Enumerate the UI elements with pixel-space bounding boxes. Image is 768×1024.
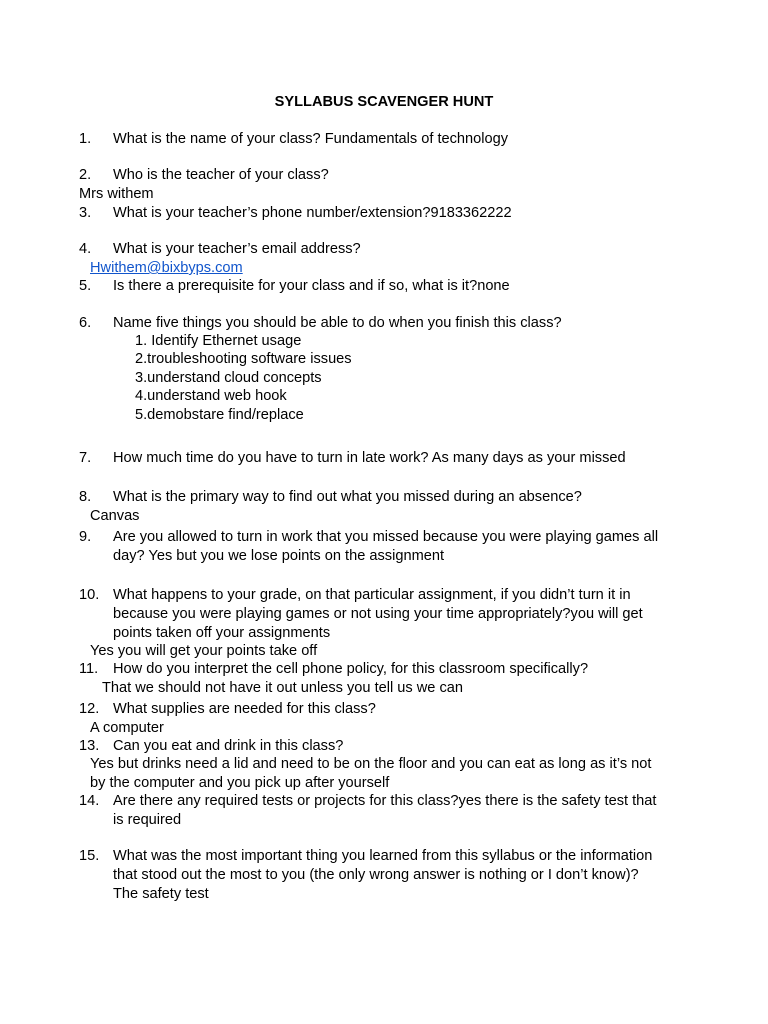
question-number: 8. xyxy=(79,489,92,505)
question-text: What happens to your grade, on that particular assignment, if you didn’t turn it in xyxy=(113,587,631,603)
answer-text: Yes but drinks need a lid and need to be on the floor and you can eat as long as it’s not xyxy=(90,756,652,772)
question-text: Can you eat and drink in this class? xyxy=(113,738,344,754)
answer-list-item: 5.demobstare find/replace xyxy=(135,407,304,423)
answer-text: Mrs withem xyxy=(79,186,154,202)
answer-text: That we should not have it out unless you tell us we can xyxy=(102,680,464,696)
answer-text: Yes you will get your points take off xyxy=(90,643,318,659)
answer-text: by the computer and you pick up after yourself xyxy=(90,775,390,791)
question-text: What is the primary way to find out what you missed during an absence? xyxy=(113,489,582,505)
question-number: 12. xyxy=(79,701,100,717)
question-text: Who is the teacher of your class? xyxy=(113,167,329,183)
question-text: because you were playing games or not using your time appropriately?you will get xyxy=(113,606,643,622)
answer-text: The safety test xyxy=(113,886,209,902)
answer-list-item: 4.understand web hook xyxy=(135,388,287,404)
answer-text: Canvas xyxy=(90,508,140,524)
question-text: What is the name of your class? Fundamentals of technology xyxy=(113,131,509,147)
question-text: What is your teacher’s phone number/extension?9183362222 xyxy=(113,205,512,221)
question-text: is required xyxy=(113,812,182,828)
question-number: 13. xyxy=(79,738,100,754)
answer-list-item: 1. Identify Ethernet usage xyxy=(135,333,302,349)
answer-list-item: 3.understand cloud concepts xyxy=(135,370,322,386)
question-number: 10. xyxy=(79,587,100,603)
question-text: points taken off your assignments xyxy=(113,625,331,641)
question-number: 15. xyxy=(79,848,100,864)
answer-list-item: 2.troubleshooting software issues xyxy=(135,351,352,367)
answer-text: A computer xyxy=(90,720,164,736)
email-link[interactable]: Hwithem@bixbyps.com xyxy=(90,260,243,276)
question-number: 11. xyxy=(79,661,99,677)
question-number: 14. xyxy=(79,793,100,809)
question-text: What supplies are needed for this class? xyxy=(113,701,376,717)
question-text: How do you interpret the cell phone policy, for this classroom specifically? xyxy=(113,661,589,677)
question-number: 7. xyxy=(79,450,92,466)
question-text: that stood out the most to you (the only wrong answer is nothing or I don’t know)? xyxy=(113,867,639,883)
question-text: Name five things you should be able to do when you finish this class? xyxy=(113,315,562,331)
question-text: Is there a prerequisite for your class and if so, what is it?none xyxy=(113,278,510,294)
question-number: 6. xyxy=(79,315,92,331)
question-number: 5. xyxy=(79,278,92,294)
question-text: What is your teacher’s email address? xyxy=(113,241,361,257)
question-number: 3. xyxy=(79,205,92,221)
question-number: 2. xyxy=(79,167,92,183)
question-text: day? Yes but you we lose points on the assignment xyxy=(113,548,445,564)
question-number: 1. xyxy=(79,131,92,147)
question-text: Are you allowed to turn in work that you missed because you were playing games all xyxy=(113,529,659,545)
question-number: 9. xyxy=(79,529,92,545)
question-text: Are there any required tests or projects for this class?yes there is the safety test that xyxy=(113,793,657,809)
question-number: 4. xyxy=(79,241,92,257)
question-text: How much time do you have to turn in late work? As many days as your missed xyxy=(113,450,626,466)
question-text: What was the most important thing you learned from this syllabus or the information xyxy=(113,848,653,864)
page-title: SYLLABUS SCAVENGER HUNT xyxy=(274,94,494,110)
